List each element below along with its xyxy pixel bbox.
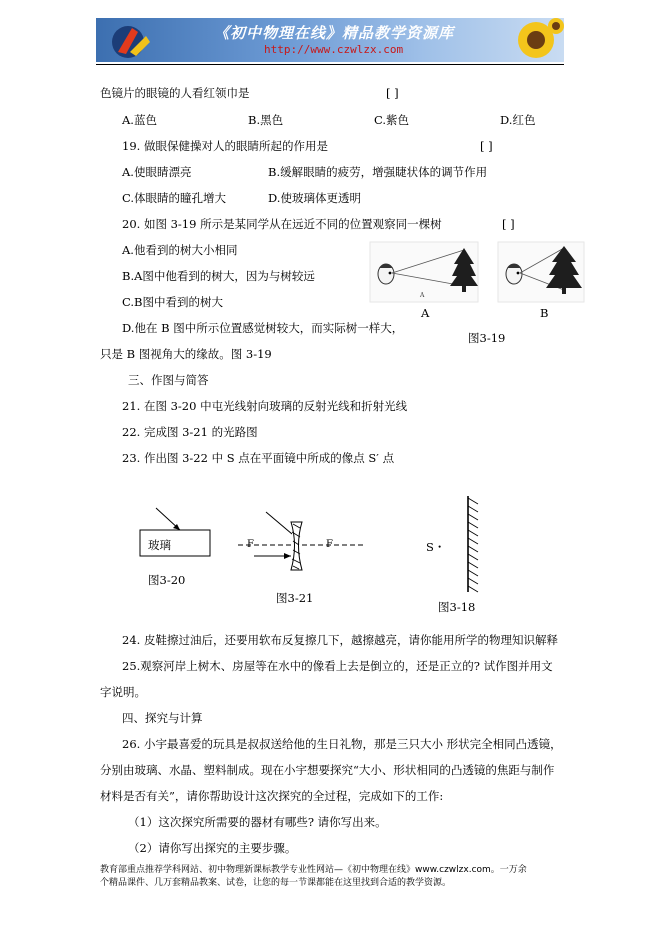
site-logo-icon xyxy=(102,22,162,60)
header-rule xyxy=(96,64,564,65)
fig-3-21-caption: 图3-21 xyxy=(276,591,314,605)
section-4-title: 四、探究与计算 xyxy=(122,711,203,725)
fig-3-19-small-label: A xyxy=(420,292,425,299)
section-3-title: 三、作图与简答 xyxy=(128,373,209,387)
q18-option-d: D.红色 xyxy=(500,113,536,127)
q20-stem: 20. 如图 3-19 所示是某同学从在远近不同的位置观察同一棵树 xyxy=(122,217,442,231)
q18-option-a: A.蓝色 xyxy=(122,113,157,127)
q19-option-b: B.缓解眼睛的疲劳，增强睫状体的调节作用 xyxy=(268,165,488,179)
fig-3-19-caption: 图3-19 xyxy=(468,331,506,345)
q26-line3: 材料是否有关”，请你帮助设计这次探究的全过程，完成如下的工作: xyxy=(100,789,444,803)
sunflower-icon xyxy=(506,18,564,62)
fig-3-18-point-s: S・ xyxy=(426,540,446,554)
q20-option-d-line2: 只是 B 图视角大的缘故。图 3-19 xyxy=(100,347,272,361)
fig-3-19-label-a: A xyxy=(421,306,430,320)
fig-3-21-f-left: F xyxy=(247,539,254,550)
q25-line1: 25.观察河岸上树木、房屋等在水中的像看上去是倒立的，还是正立的? 试作图并用文 xyxy=(122,659,553,673)
q18-stem: 色镜片的眼镜的人看红领巾是 xyxy=(100,86,250,100)
header-banner xyxy=(96,18,564,62)
footer-line1: 教育部重点推荐学科网站、初中物理新课标教学专业性网站—《初中物理在线》www.czwlzx.com。一万余 xyxy=(100,865,527,875)
observer-head-icon-a xyxy=(378,264,394,284)
figure-3-19 xyxy=(368,240,588,320)
q26-step2: （2）请你写出探究的主要步骤。 xyxy=(128,841,297,855)
q20-option-b: B.A图中他看到的树大，因为与树较远 xyxy=(122,269,315,283)
q20-option-a: A.他看到的树大小相同 xyxy=(122,243,238,257)
q20-option-d-line1: D.他在 B 图中所示位置感觉树较大，而实际树一样大， xyxy=(122,321,404,335)
q25-line2: 字说明。 xyxy=(100,685,146,699)
figure-3-20 xyxy=(136,504,216,564)
fig-3-19-panel-b xyxy=(498,242,584,302)
banner-url: http://www.czwlzx.com xyxy=(264,43,404,56)
q22: 22. 完成图 3-21 的光路图 xyxy=(122,425,258,439)
q19-option-d: D.使玻璃体更透明 xyxy=(268,191,361,205)
figure-3-21 xyxy=(236,510,366,582)
q18-bracket: [ ] xyxy=(386,86,399,100)
fig-3-21-f-right: F xyxy=(326,539,333,550)
footer-line2: 个精品课件、几万套精品教案、试卷，让您的每一节课都能在这里找到合适的教学资源。 xyxy=(100,878,452,888)
q20-option-c: C.B图中看到的树大 xyxy=(122,295,223,309)
fig-3-18-caption: 图3-18 xyxy=(438,600,476,614)
q18-option-c: C.紫色 xyxy=(374,113,410,127)
q19-stem: 19. 做眼保健操对人的眼睛所起的作用是 xyxy=(122,139,328,153)
q19-option-c: C.体眼睛的瞳孔增大 xyxy=(122,191,227,205)
q18-option-b: B.黑色 xyxy=(248,113,284,127)
figure-3-18-mirror xyxy=(460,494,490,598)
fig-3-20-box-label: 玻璃 xyxy=(148,538,171,552)
banner-title: 《初中物理在线》精品教学资源库 xyxy=(214,24,455,42)
concave-lens-icon xyxy=(291,522,302,570)
fig-3-20-caption: 图3-20 xyxy=(148,573,186,587)
q19-bracket: [ ] xyxy=(480,139,493,153)
q26-line2: 分别由玻璃、水晶、塑料制成。现在小宇想要探究“大小、形状相同的凸透镜的焦距与制作 xyxy=(100,763,555,777)
fig-3-19-panel-a xyxy=(370,242,478,302)
q23: 23. 作出图 3-22 中 S 点在平面镜中所成的像点 S′ 点 xyxy=(122,451,395,465)
fig-3-19-label-b: B xyxy=(540,306,549,320)
q24: 24. 皮鞋擦过油后，还要用软布反复擦几下，越擦越亮，请你能用所学的物理知识解释 xyxy=(122,633,558,647)
q20-bracket: [ ] xyxy=(502,217,515,231)
q19-option-a: A.使眼睛漂亮 xyxy=(122,165,192,179)
q26-step1: （1）这次探究所需要的器材有哪些? 请你写出来。 xyxy=(128,815,387,829)
observer-head-icon-b xyxy=(506,264,522,284)
q21: 21. 在图 3-20 中屯光线射向玻璃的反射光线和折射光线 xyxy=(122,399,408,413)
q26-line1: 26. 小宇最喜爱的玩具是叔叔送给他的生日礼物，那是三只大小 形状完全相同凸透镜， xyxy=(122,737,562,751)
